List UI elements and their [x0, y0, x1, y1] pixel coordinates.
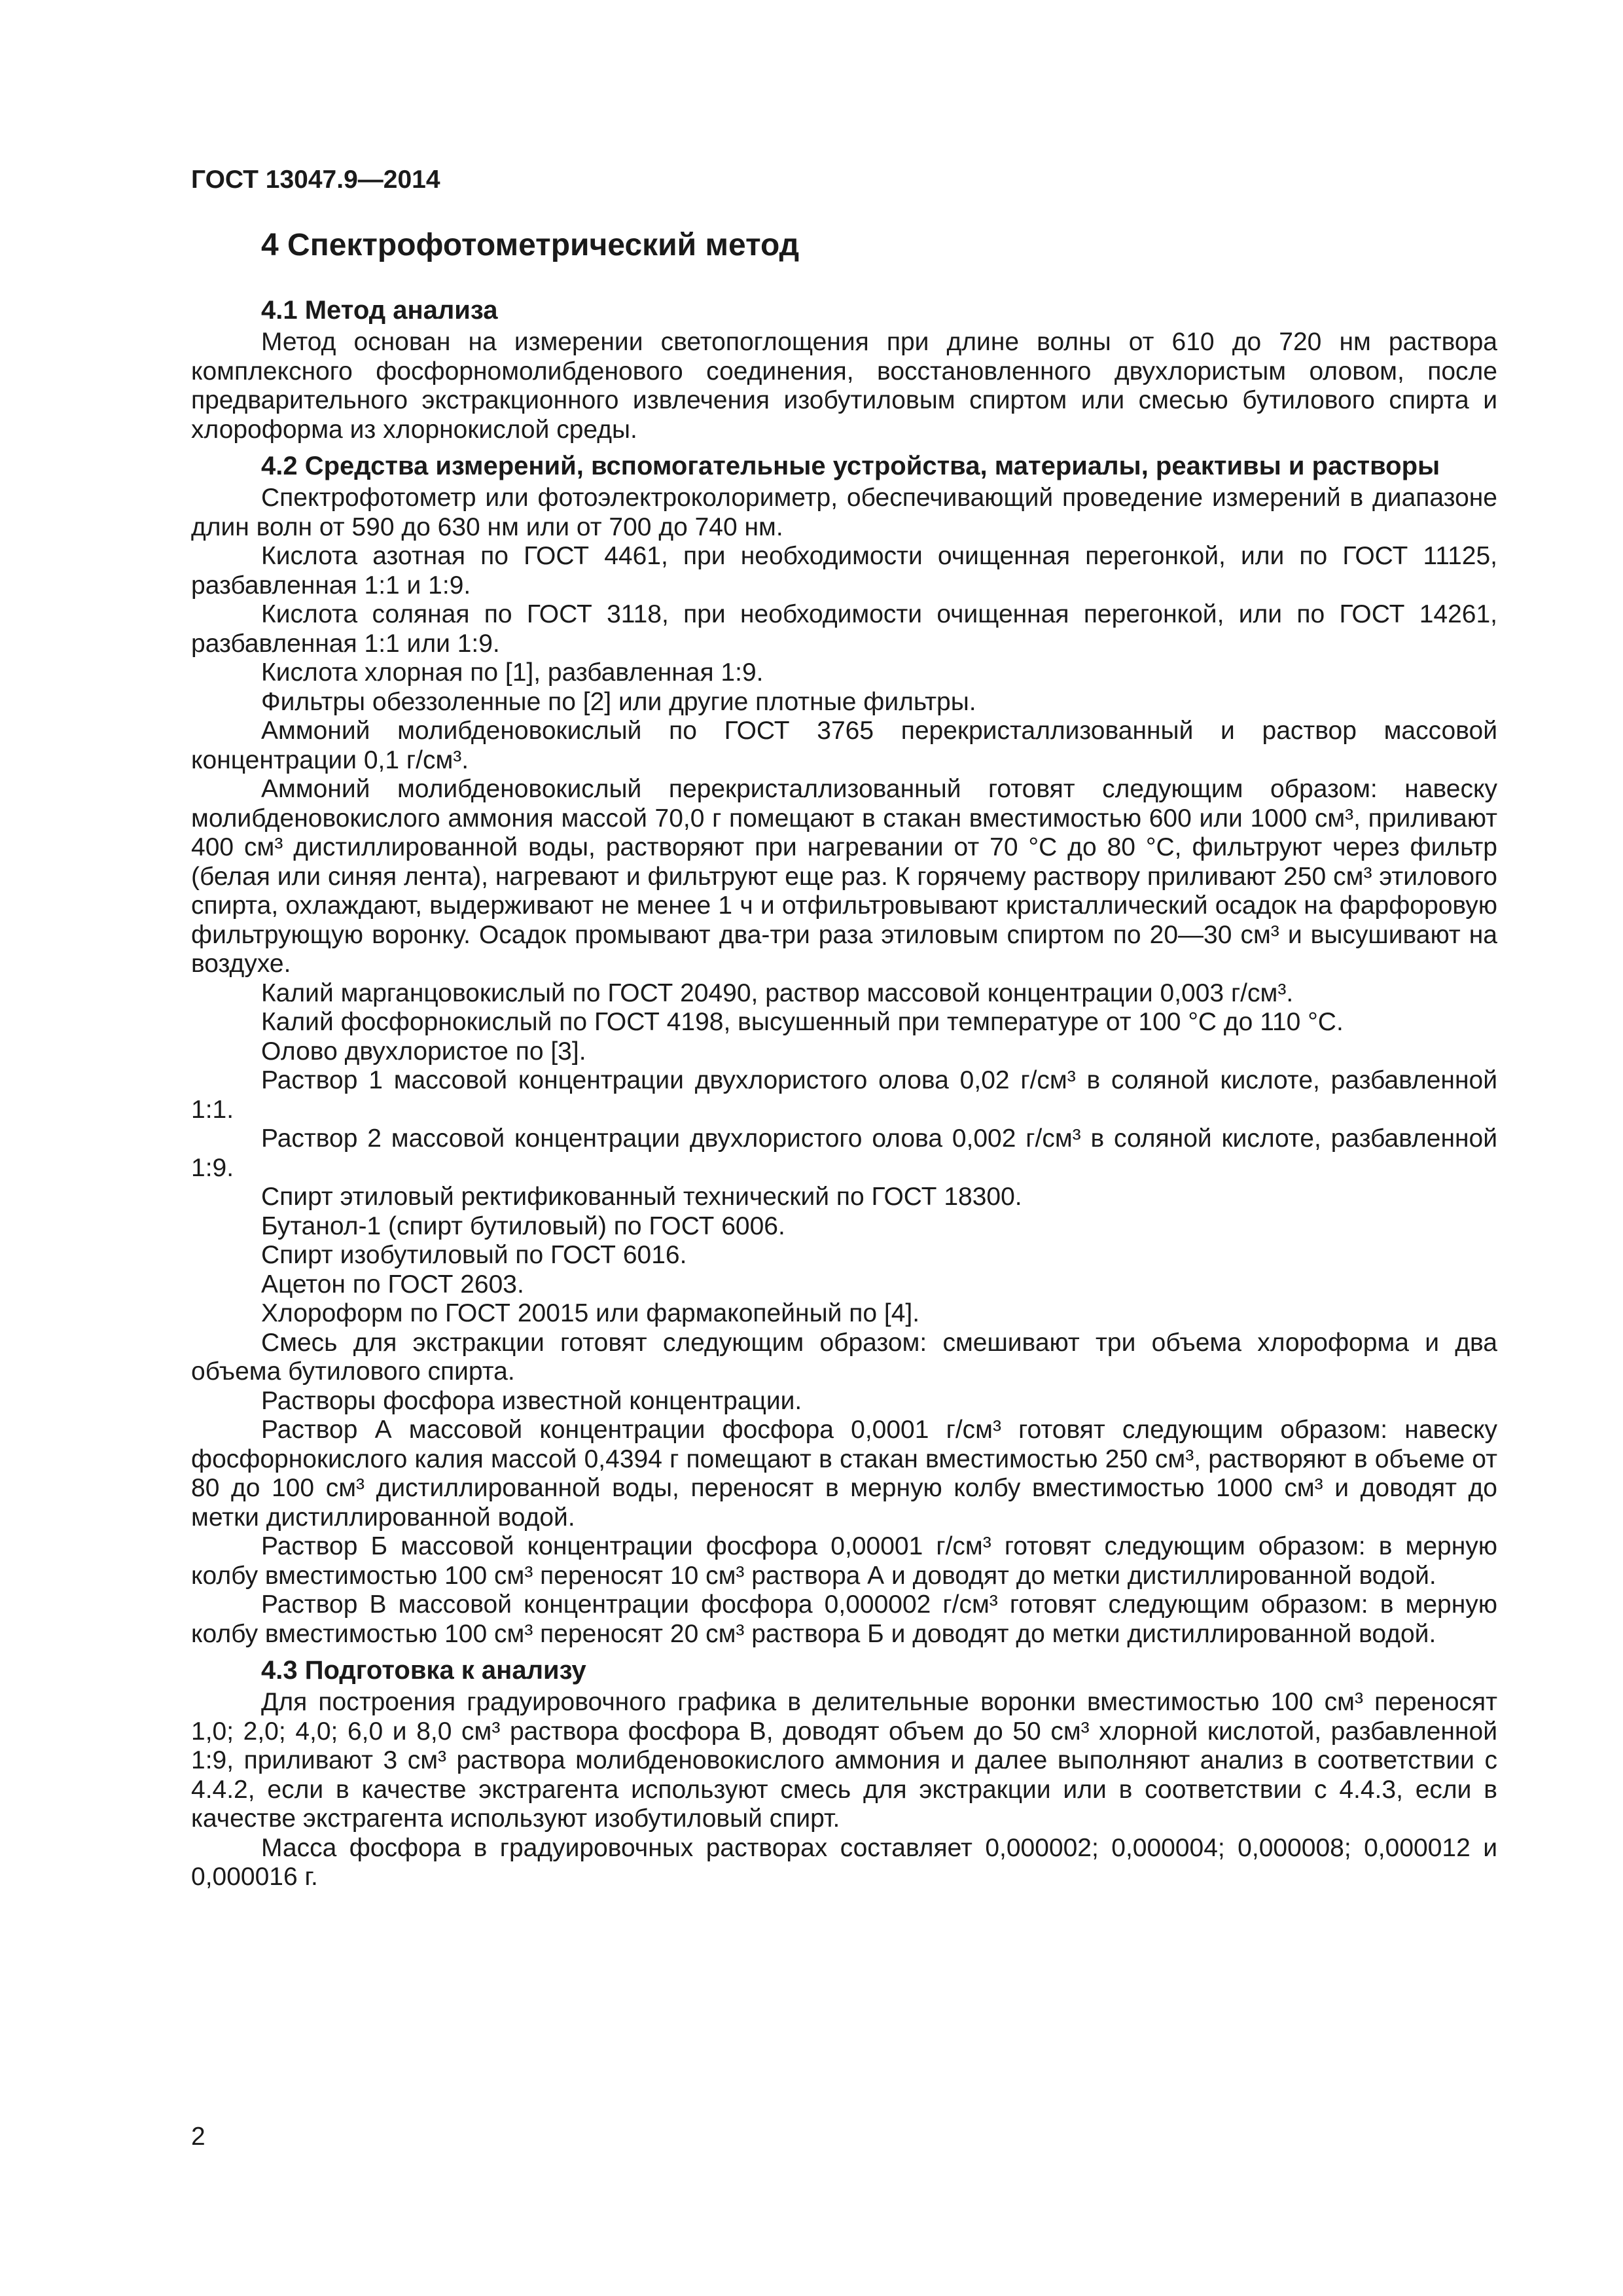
- paragraph: Растворы фосфора известной концентрации.: [261, 1386, 802, 1415]
- paragraph: Масса фосфора в градуировочных растворах составляет 0,000002; 0,000004; 0,000008; 0,000012 и 0,000016 г.: [191, 1833, 1497, 1891]
- paragraph: Кислота соляная по ГОСТ 3118, при необходимости очищенная перегонкой, или по ГОСТ 14261, разбавленная 1:1 или 1:9.: [191, 600, 1497, 658]
- paragraph: Спирт изобутиловый по ГОСТ 6016.: [261, 1241, 687, 1269]
- paragraph: Спектрофотометр или фотоэлектроколориметр, обеспечивающий проведение измерений в диапазоне длин волн от 590 до 630 нм или от 700 до 740 нм.: [191, 484, 1497, 541]
- paragraph: Раствор 2 массовой концентрации двухлористого олова 0,002 г/см³ в соляной кислоте, разбавленной 1:9.: [191, 1124, 1497, 1182]
- paragraph: Ацетон по ГОСТ 2603.: [261, 1270, 524, 1299]
- paragraph: Кислота азотная по ГОСТ 4461, при необходимости очищенная перегонкой, или по ГОСТ 11125, разбавленная 1:1 и 1:9.: [191, 542, 1497, 600]
- paragraph: Кислота хлорная по [1], разбавленная 1:9.: [261, 658, 764, 687]
- page-number: 2: [191, 2123, 205, 2151]
- subsection-title-4-3: 4.3 Подготовка к анализу: [261, 1656, 586, 1685]
- section-title: 4 Спектрофотометрический метод: [261, 228, 800, 262]
- document-code-header: ГОСТ 13047.9—2014: [191, 166, 440, 194]
- paragraph: Раствор Б массовой концентрации фосфора 0,00001 г/см³ готовят следующим образом: в мерную колбу вместимостью 100 см³ переносят 10 см³ раствора А и доводят до метки дистиллированной водой.: [191, 1532, 1497, 1590]
- paragraph: Для построения градуировочного графика в делительные воронки вместимостью 100 см³ переносят 1,0; 2,0; 4,0; 6,0 и 8,0 см³ раствора фосфора В, доводят объем до 50 см³ хлорной кислотой, разбавленной 1:9, приливают 3 см³ раствора молибденовокислого аммония и далее выполняют анализ в соответствии с 4.4.2, если в качестве экстрагента используют смесь для экстракции или в соответствии с 4.4.3, если в качестве экстрагента используют изобутиловый спирт.: [191, 1688, 1497, 1833]
- paragraph: Раствор 1 массовой концентрации двухлористого олова 0,02 г/см³ в соляной кислоте, разбавленной 1:1.: [191, 1066, 1497, 1124]
- paragraph: Бутанол-1 (спирт бутиловый) по ГОСТ 6006.: [261, 1211, 785, 1240]
- paragraph: Спирт этиловый ректификованный технический по ГОСТ 18300.: [261, 1183, 1022, 1211]
- paragraph: Аммоний молибденовокислый по ГОСТ 3765 перекристаллизованный и раствор массовой концентрации 0,1 г/см³.: [191, 717, 1497, 774]
- paragraph: Раствор А массовой концентрации фосфора 0,0001 г/см³ готовят следующим образом: навеску фосфорнокислого калия массой 0,4394 г помещают в стакан вместимостью 250 см³, растворяют в объеме от 80 до 100 см³ дистиллированной воды, переносят в мерную колбу вместимостью 1000 см³ и доводят до метки дистиллированной водой.: [191, 1416, 1497, 1532]
- paragraph: Хлороформ по ГОСТ 20015 или фармакопейный по [4].: [261, 1299, 920, 1327]
- paragraph: Смесь для экстракции готовят следующим образом: смешивают три объема хлороформа и два объема бутилового спирта.: [191, 1328, 1497, 1386]
- paragraph: Калий фосфорнокислый по ГОСТ 4198, высушенный при температуре от 100 °С до 110 °С.: [261, 1008, 1344, 1036]
- paragraph: Раствор В массовой концентрации фосфора 0,000002 г/см³ готовят следующим образом: в мерную колбу вместимостью 100 см³ переносят 20 см³ раствора Б и доводят до метки дистиллированной водой.: [191, 1590, 1497, 1648]
- paragraph: Метод основан на измерении светопоглощения при длине волны от 610 до 720 нм раствора комплексного фосфорномолибденового соединения, восстановленного двухлористым оловом, после предварительного экстракционного извлечения изобутиловым спиртом или смесью бутилового спирта и хлороформа из хлорнокислой среды.: [191, 328, 1497, 444]
- paragraph: Аммоний молибденовокислый перекристаллизованный готовят следующим образом: навеску молибденовокислого аммония массой 70,0 г помещают в стакан вместимостью 600 или 1000 см³, приливают 400 см³ дистиллированной воды, растворяют при нагревании от 70 °С до 80 °С, фильтруют через фильтр (белая или синяя лента), нагревают и фильтруют еще раз. К горячему раствору приливают 250 см³ этилового спирта, охлаждают, выдерживают не менее 1 ч и отфильтровывают кристаллический осадок на фарфоровую фильтрующую воронку. Осадок промывают два-три раза этиловым спиртом по 20—30 см³ и высушивают на воздухе.: [191, 775, 1497, 978]
- paragraph: Фильтры обеззоленные по [2] или другие плотные фильтры.: [261, 687, 976, 716]
- document-body: [191, 226, 1497, 1892]
- paragraph: Калий марганцовокислый по ГОСТ 20490, раствор массовой концентрации 0,003 г/см³.: [261, 978, 1294, 1007]
- subsection-title-4-2: 4.2 Средства измерений, вспомогательные устройства, материалы, реактивы и растворы: [261, 452, 1440, 480]
- paragraph: Олово двухлористое по [3].: [261, 1037, 586, 1066]
- subsection-title-4-1: 4.1 Метод анализа: [261, 296, 498, 325]
